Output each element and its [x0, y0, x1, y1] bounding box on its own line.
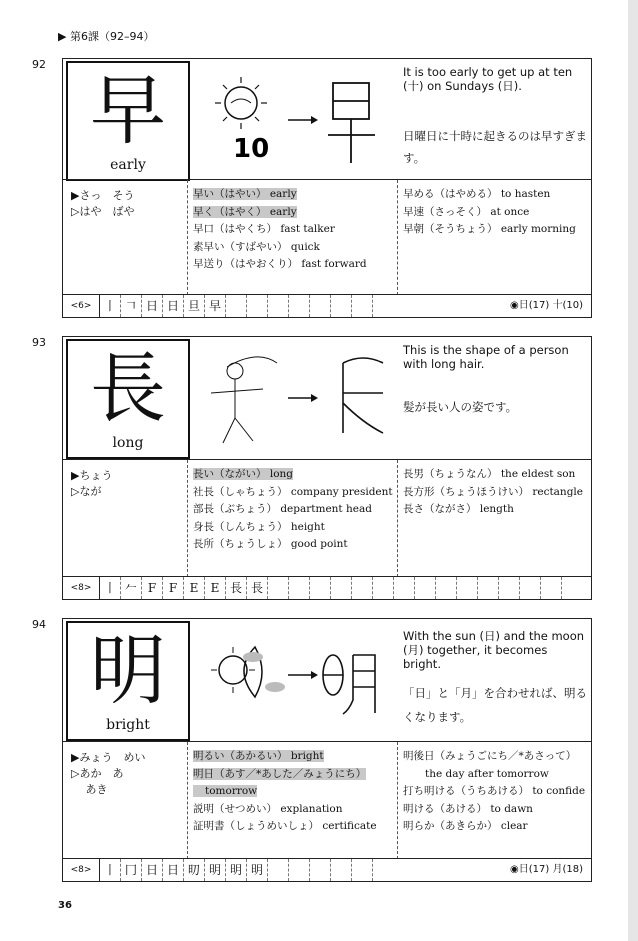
japanese-description: 日曜日に十時に起きるのは早すぎます。 — [403, 129, 587, 165]
stroke-order: <8> 丨 𠂉 F F E E 長 長 — [63, 576, 591, 599]
kanji-box — [66, 61, 190, 181]
vocab-list-2: 長男（ちょうなん） the eldest son 長方形（ちょうほうけい） rectangle 長さ（ながさ） length — [403, 468, 583, 515]
page-edge — [628, 0, 638, 941]
vocab-list: 明るい（あかるい） bright 明日（あす／*あした／みょうにち） tomorrow 説明（せつめい） explanation 証明書（しょうめいしょ） certificate — [193, 750, 377, 832]
japanese-description: 「日」と「月」を合わせれば、明るくなります。 — [403, 686, 587, 724]
card-number: 93 — [32, 336, 46, 349]
card-number: 92 — [32, 58, 46, 71]
kanji-card-94 — [62, 618, 592, 882]
vocab-list: 長い（ながい） long 社長（しゃちょう） company president 部長（ぶちょう） department head 身長（しんちょう） height 長所（ちょうしょ） good point — [193, 468, 393, 550]
related-kanji: ◉日(17) 月(18) — [510, 864, 583, 875]
vocab-list-2: 明後日（みょうごにち／*あさって） the day after tomorrow 打ち明ける（うちあける） to confide 明ける（あける） to dawn 明らか（あきらか） clear — [403, 750, 586, 832]
page-number: 36 — [58, 900, 72, 911]
kanji-card-93 — [62, 336, 592, 600]
readings: ▶さっ そう ▷はや ばや — [71, 189, 135, 218]
sun-illustration — [193, 65, 393, 171]
stroke-order: <8> 丨 冂 日 日 旫 明 明 明 ◉日(17) 月(18) — [63, 858, 591, 881]
vocab-section — [63, 179, 591, 295]
kanji-character: 早 — [90, 66, 166, 155]
english-description: It is too early to get up at ten (十) on Sundays (日). — [403, 65, 573, 93]
vocab-section — [63, 741, 591, 859]
card-number: 94 — [32, 618, 46, 631]
sun-moon-illustration — [193, 625, 393, 731]
lesson-header: ▶ 第6課（92–94） — [58, 30, 155, 43]
kanji-character: 明 — [90, 626, 166, 715]
vocab-list: 早い（はやい） early 早く（はやく） early 早口（はやくち） fast talker 素早い（すばやい） quick 早送り（はやおくり） fast forward — [193, 188, 367, 270]
english-description: This is the shape of a person with long hair. — [403, 343, 569, 371]
readings: ▶ちょう ▷なが — [71, 469, 113, 498]
kanji-box — [66, 339, 190, 459]
kanji-meaning: bright — [106, 717, 150, 733]
related-kanji: ◉日(17) 十(10) — [510, 300, 583, 311]
kanji-meaning: early — [110, 157, 146, 173]
kanji-meaning: long — [112, 435, 144, 451]
kanji-card-92 — [62, 58, 592, 318]
kanji-box — [66, 621, 190, 741]
japanese-description: 髪が長い人の姿です。 — [403, 400, 518, 414]
kanji-character: 長 — [90, 344, 166, 433]
vocab-section — [63, 459, 591, 577]
long-hair-illustration — [193, 343, 393, 449]
vocab-list-2: 早める（はやめる） to hasten 早速（さっそく） at once 早朝（そうちょう） early morning — [403, 188, 576, 235]
stroke-order: <6> 丨 𠃍 日 日 旦 早 ◉日(17) 十(10) — [63, 294, 591, 317]
english-description: With the sun (日) and the moon (月) together, it becomes bright. — [403, 629, 585, 671]
number-ten: 10 — [233, 134, 270, 164]
readings: ▶みょう めい ▷あか あ あき — [71, 751, 146, 796]
